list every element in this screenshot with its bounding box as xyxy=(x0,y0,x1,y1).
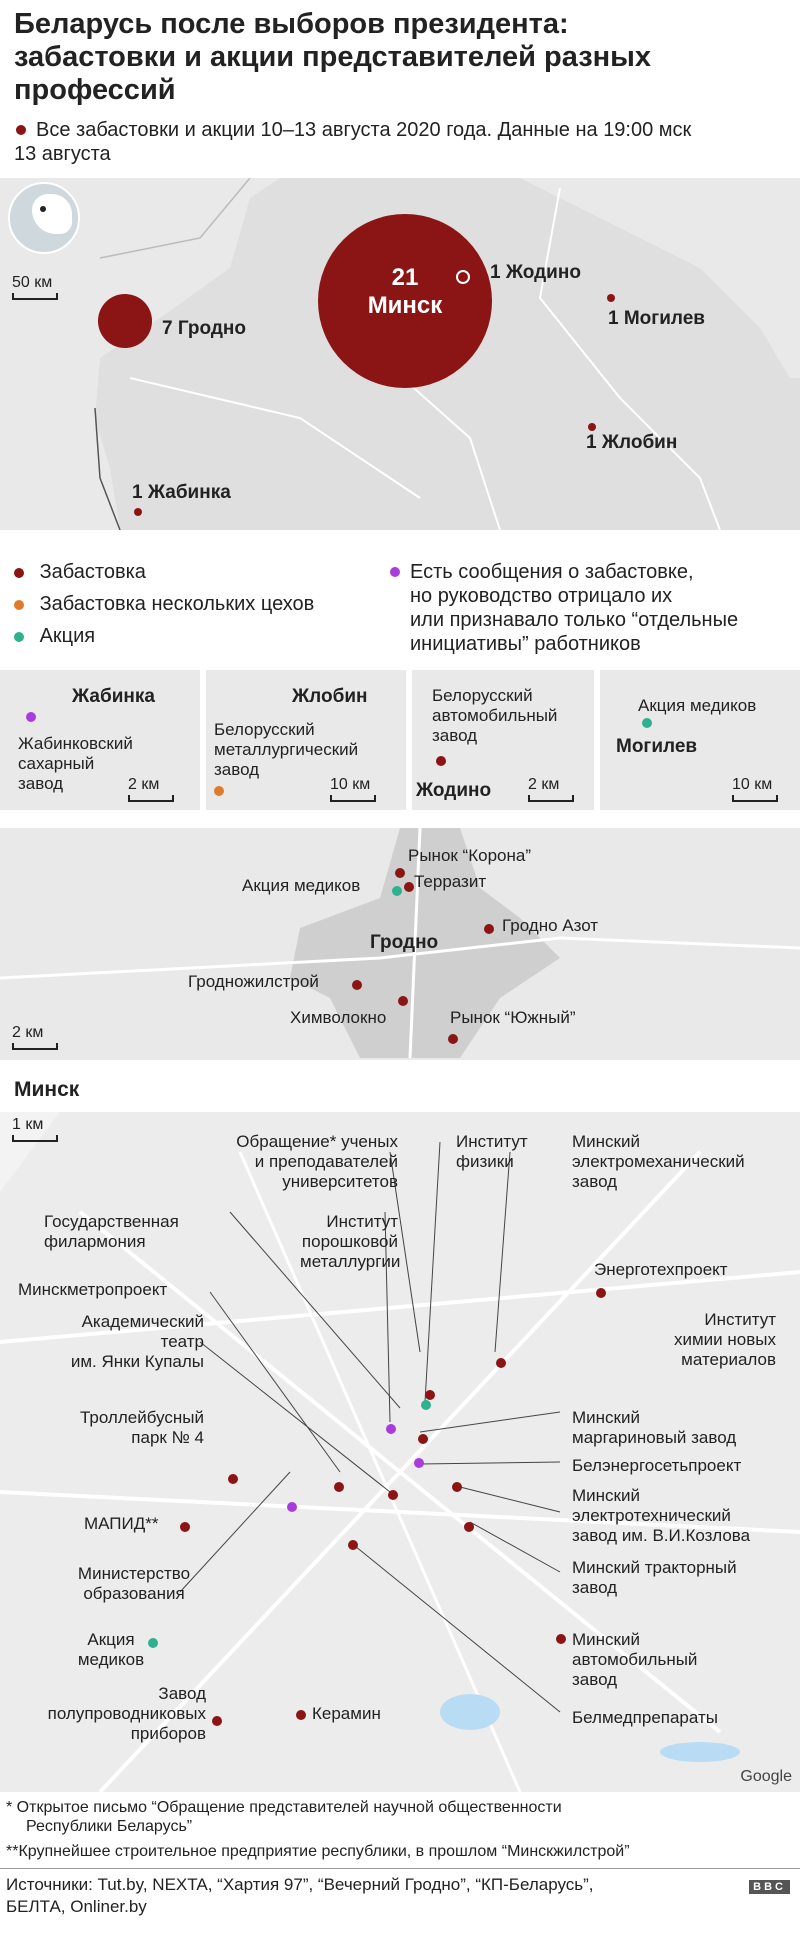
footnote-1: * Открытое письмо “Обращение представителей научной общественности Республики Беларусь” xyxy=(6,1799,562,1835)
mogilev-dot xyxy=(607,294,615,302)
action-dot xyxy=(392,886,402,896)
minsk-label: Троллейбусный парк № 4 xyxy=(79,1408,204,1447)
action-dot-icon xyxy=(14,632,24,642)
strike-dot xyxy=(334,1482,344,1492)
multi-dot xyxy=(214,786,224,796)
strike-dot xyxy=(395,868,405,878)
strike-dot-icon xyxy=(16,125,26,135)
bbc-logo: BBC xyxy=(749,1880,790,1894)
minsk-label: Минский электротехнический завод им. В.И.Козлова xyxy=(572,1486,751,1545)
reported-dot-icon xyxy=(390,567,400,577)
reported-dot xyxy=(26,712,36,722)
scale-bar: 1 км xyxy=(12,1116,58,1142)
strike-dot xyxy=(418,1434,428,1444)
scale-bar: 50 км xyxy=(12,274,58,300)
inset-facility-label: Акция медиков xyxy=(638,696,757,715)
grodno-map xyxy=(0,828,800,1060)
minsk-bubble: 21 Минск xyxy=(318,214,492,388)
strike-dot xyxy=(212,1716,222,1726)
minsk-label: Институт физики xyxy=(456,1132,528,1171)
zhabinka-dot xyxy=(134,508,142,516)
city-insets xyxy=(0,670,800,810)
inset-city-name: Жодино xyxy=(416,780,492,801)
inset-city-name: Могилев xyxy=(616,736,698,757)
reported-dot xyxy=(287,1502,297,1512)
minsk-label: Акция медиков xyxy=(77,1630,145,1669)
inset-zhabinka xyxy=(0,670,200,810)
grodno-label: Рынок “Южный” xyxy=(450,1008,576,1027)
strike-dot xyxy=(556,1634,566,1644)
strike-dot xyxy=(388,1490,398,1500)
minsk-label: Завод полупроводниковых приборов xyxy=(47,1684,206,1743)
strike-dot xyxy=(452,1482,462,1492)
minsk-label: Белмедпрепараты xyxy=(572,1708,718,1727)
minsk-label: Институт порошковой металлургии xyxy=(300,1212,401,1271)
reported-dot xyxy=(414,1458,424,1468)
google-attribution: Google xyxy=(740,1768,792,1785)
zhlobin-label: 1 Жлобин xyxy=(586,432,678,453)
grodno-label: 7 Гродно xyxy=(162,318,246,339)
strike-dot xyxy=(448,1034,458,1044)
overview-map xyxy=(0,178,800,530)
inset-facility-label: Белорусский автомобильный завод xyxy=(432,686,558,745)
inset-facility-label: Белорусский металлургический завод xyxy=(214,720,359,779)
legend-action: Акция xyxy=(14,624,95,648)
legend-strike: Забастовка xyxy=(14,560,146,584)
mogilev-label: 1 Могилев xyxy=(608,308,705,329)
globe-icon xyxy=(8,182,80,254)
footnote-2: **Крупнейшее строительное предприятие республики, в прошлом “Минскжилстрой” xyxy=(6,1843,630,1860)
scale-bar: 2 км xyxy=(12,1024,58,1050)
scale-bar: 10 км xyxy=(330,776,376,802)
minsk-label: Институт химии новых материалов xyxy=(674,1310,776,1369)
strike-dot-icon xyxy=(14,568,24,578)
zhodino-marker xyxy=(456,270,470,284)
inset-facility-label: Жабинковский сахарный завод xyxy=(18,734,133,793)
zhabinka-label: 1 Жабинка xyxy=(132,482,231,503)
action-dot xyxy=(642,718,652,728)
strike-dot xyxy=(596,1288,606,1298)
grodno-bubble xyxy=(98,294,152,348)
strike-dot xyxy=(404,882,414,892)
sources: Источники: Tut.by, NEXTA, “Хартия 97”, “Вечерний Гродно”, “КП-Беларусь”, БЕЛТА, Onliner.by xyxy=(6,1875,594,1916)
subtitle: Все забастовки и акции 10–13 августа 2020 года. Данные на 19:00 мск 13 августа xyxy=(14,119,692,165)
minsk-label: Минскметропроект xyxy=(18,1280,168,1299)
action-dot xyxy=(421,1400,431,1410)
reported-dot xyxy=(386,1424,396,1434)
minsk-map xyxy=(0,1112,800,1792)
strike-dot xyxy=(296,1710,306,1720)
strike-dot xyxy=(180,1522,190,1532)
grodno-label: Акция медиков xyxy=(242,876,361,895)
strike-dot xyxy=(352,980,362,990)
legend-multi: Забастовка нескольких цехов xyxy=(14,592,314,616)
minsk-label: Академический театр им. Янки Купалы xyxy=(70,1312,204,1371)
inset-city-name: Жлобин xyxy=(292,686,368,707)
grodno-label: Химволокно xyxy=(290,1008,387,1027)
strike-dot xyxy=(484,924,494,934)
minsk-label: МАПИД** xyxy=(84,1514,159,1533)
strike-dot xyxy=(228,1474,238,1484)
grodno-label: Гродно Азот xyxy=(502,916,599,935)
minsk-label: Министерство образования xyxy=(77,1564,191,1603)
grodno-label: Терразит xyxy=(414,872,487,891)
minsk-label: Государственная филармония xyxy=(44,1212,179,1251)
strike-dot xyxy=(496,1358,506,1368)
strike-dot xyxy=(398,996,408,1006)
inset-mogilev xyxy=(600,670,800,810)
inset-city-name: Жабинка xyxy=(72,686,155,707)
grodno-label: Гродножилстрой xyxy=(188,972,319,991)
strike-dot xyxy=(425,1390,435,1400)
grodno-label: Рынок “Корона” xyxy=(408,846,531,865)
inset-zhlobin xyxy=(206,670,406,810)
minsk-label: Керамин xyxy=(312,1704,381,1723)
multi-dot-icon xyxy=(14,600,24,610)
minsk-label: Минский маргариновый завод xyxy=(572,1408,737,1447)
minsk-label: Энерготехпроект xyxy=(594,1260,728,1279)
minsk-label: Обращение* ученых и преподавателей университетов xyxy=(236,1132,398,1191)
minsk-heading: Минск xyxy=(14,1078,80,1101)
zhlobin-dot xyxy=(588,423,596,431)
strike-dot xyxy=(436,756,446,766)
minsk-label: Белэнергосетьпроект xyxy=(572,1456,742,1475)
page-title: Беларусь после выборов президента: забастовки и акции представителей разных профессий xyxy=(14,8,652,106)
legend-reported: Есть сообщения о забастовке, но руководство отрицало их или признавало только “отдельные инициативы” работников xyxy=(390,560,738,656)
minsk-label: Минский тракторный завод xyxy=(572,1558,737,1597)
zhodino-label: 1 Жодино xyxy=(490,262,581,283)
minsk-label: Минский автомобильный завод xyxy=(572,1630,698,1689)
scale-bar: 2 км xyxy=(528,776,574,802)
minsk-label: Минский электромеханический завод xyxy=(572,1132,745,1191)
inset-zhodino xyxy=(412,670,594,810)
action-dot xyxy=(148,1638,158,1648)
divider xyxy=(0,1868,800,1869)
strike-dot xyxy=(348,1540,358,1550)
scale-bar: 10 км xyxy=(732,776,778,802)
strike-dot xyxy=(464,1522,474,1532)
scale-bar: 2 км xyxy=(128,776,174,802)
grodno-city-name: Гродно xyxy=(370,932,439,953)
